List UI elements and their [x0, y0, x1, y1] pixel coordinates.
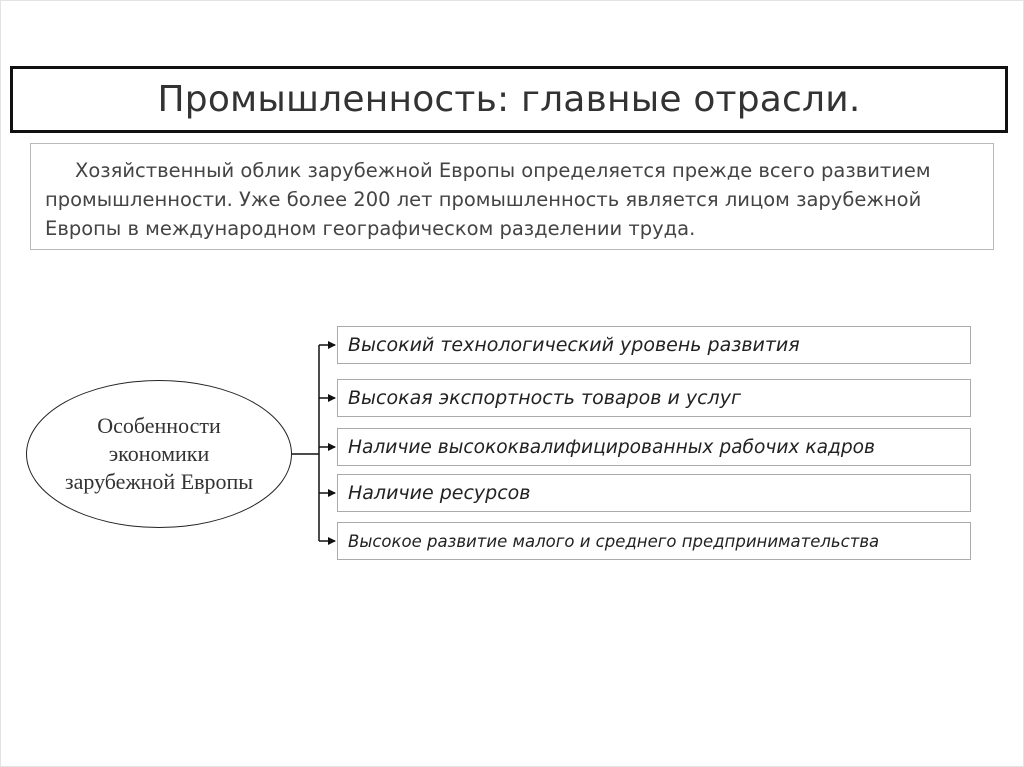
oval-label	[49, 412, 269, 496]
feature-box-5	[337, 522, 971, 560]
feature-text-3: Наличие высококвалифицированных рабочих кадров	[348, 436, 875, 458]
central-oval	[26, 380, 292, 528]
title-box	[10, 66, 1008, 133]
oval-line-3: зарубежной Европы	[64, 469, 254, 494]
intro-text: Хозяйственный облик зарубежной Европы определяется прежде всего развитием промышленности. Уже более 200 лет промышленность является лицом зарубежной Европы в международном географическом разделении труда.	[45, 159, 931, 240]
oval-line-1: Особенности	[97, 413, 221, 438]
feature-text-1: Высокий технологический уровень развития	[348, 334, 800, 356]
feature-box-3	[337, 428, 971, 466]
intro-box	[30, 143, 994, 250]
feature-box-4	[337, 474, 971, 512]
feature-text-2: Высокая экспортность товаров и услуг	[348, 387, 741, 409]
feature-box-2	[337, 379, 971, 417]
feature-box-1	[337, 326, 971, 364]
oval-line-2: экономики	[108, 441, 210, 466]
feature-text-4: Наличие ресурсов	[348, 482, 531, 504]
feature-text-5: Высокое развитие малого и среднего предпринимательства	[348, 531, 880, 551]
slide-title: Промышленность: главные отрасли.	[157, 79, 861, 120]
